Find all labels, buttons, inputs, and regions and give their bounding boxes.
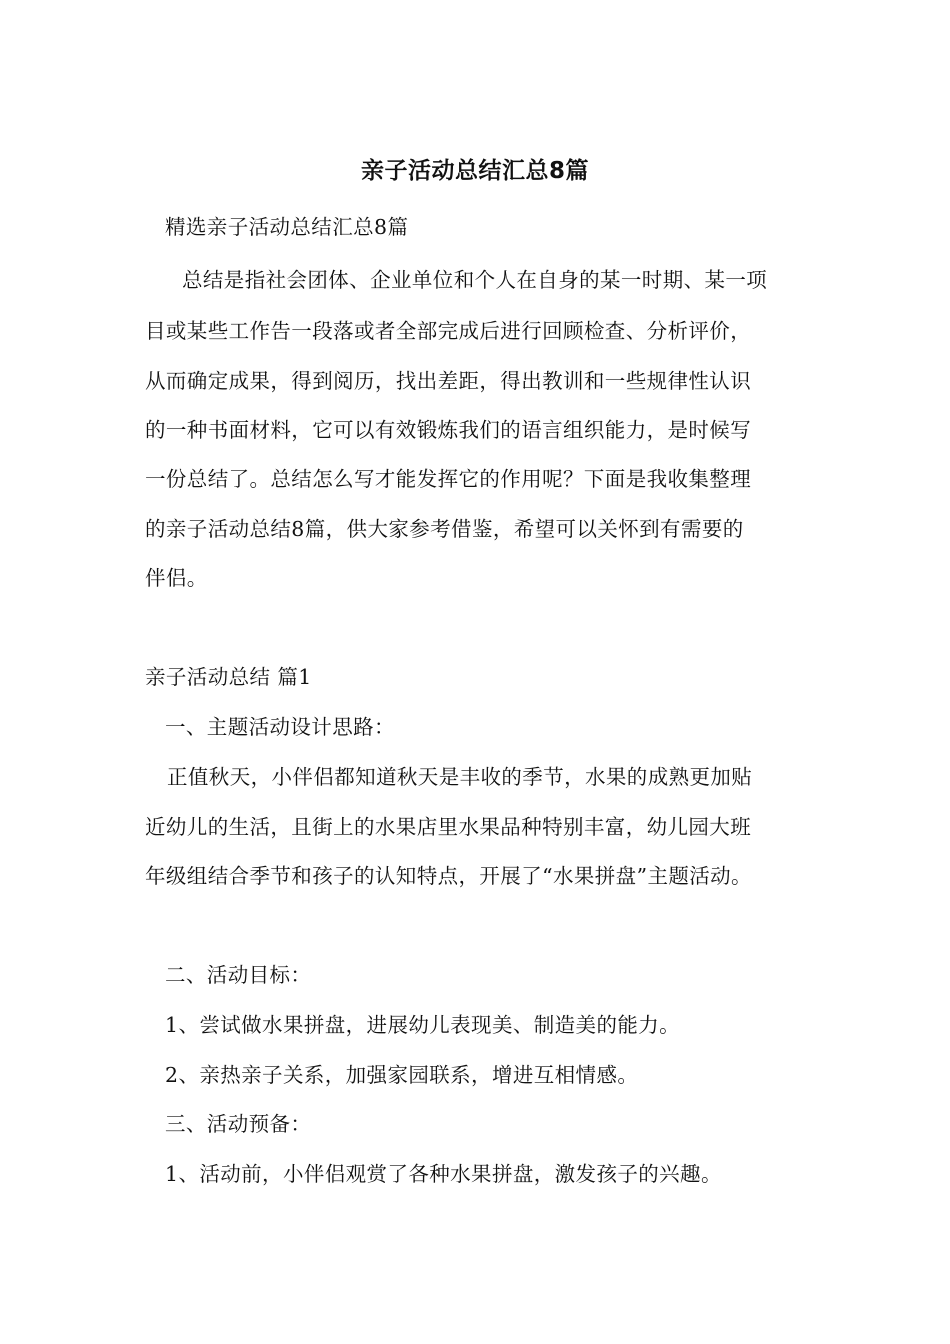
part1-line: 近幼儿的生活，且街上的水果店里水果品种特别丰富，幼儿园大班 (145, 815, 752, 839)
section-heading: 亲子活动总结 篇1 (145, 665, 312, 689)
part3-item: 1、活动前，小伴侣观赏了各种水果拼盘，激发孩子的兴趣。 (165, 1162, 722, 1186)
intro-line: 的亲子活动总结8篇，供大家参考借鉴，希望可以关怀到有需要的 (145, 517, 744, 541)
intro-line: 的一种书面材料，它可以有效锻炼我们的语言组织能力，是时候写 (145, 418, 752, 442)
document-title: 亲子活动总结汇总8篇 (360, 158, 589, 184)
document-subtitle: 精选亲子活动总结汇总8篇 (165, 215, 409, 239)
intro-line: 目或某些工作告一段落或者全部完成后进行回顾检查、分析评价， (145, 319, 752, 343)
intro-line: 伴侣。 (145, 566, 208, 590)
part1-heading: 一、主题活动设计思路： (165, 715, 395, 739)
intro-line: 一份总结了。总结怎么写才能发挥它的作用呢？下面是我收集整理 (145, 467, 752, 491)
part1-line: 年级组结合季节和孩子的认知特点，开展了“水果拼盘”主题活动。 (145, 864, 752, 888)
part2-item: 1、尝试做水果拼盘，进展幼儿表现美、制造美的能力。 (165, 1013, 681, 1037)
part1-line: 正值秋天，小伴侣都知道秋天是丰收的季节，水果的成熟更加贴 (167, 765, 753, 789)
part3-heading: 三、活动预备： (165, 1112, 312, 1136)
intro-line: 从而确定成果，得到阅历，找出差距，得出教训和一些规律性认识 (145, 369, 752, 393)
part2-item: 2、亲热亲子关系，加强家园联系，增进互相情感。 (165, 1063, 639, 1087)
intro-line: 总结是指社会团体、企业单位和个人在自身的某一时期、某一项 (182, 268, 768, 292)
part2-heading: 二、活动目标： (165, 963, 312, 987)
